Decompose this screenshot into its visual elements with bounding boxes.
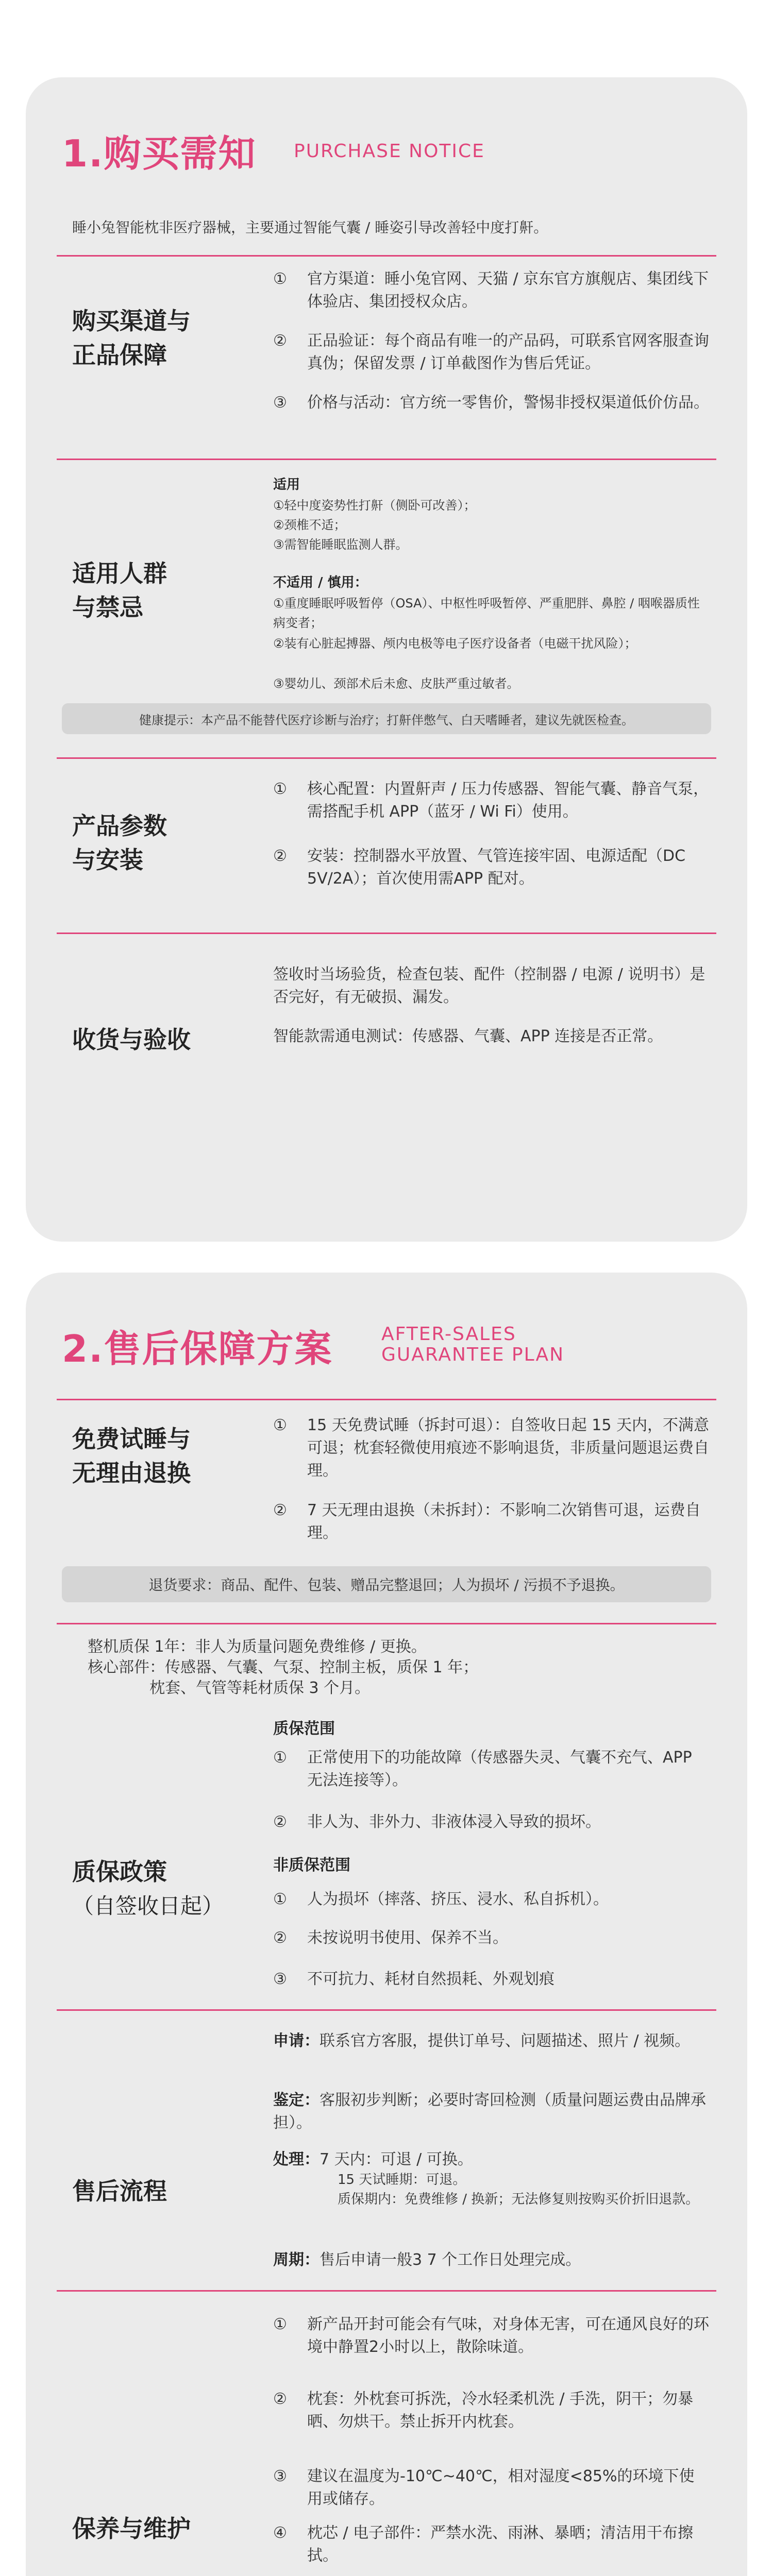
section-title: 2.售后保障方案 bbox=[62, 1327, 333, 1370]
params-label: 产品参数 与安装 bbox=[72, 812, 167, 874]
divider bbox=[57, 255, 716, 257]
return-notice: 退货要求：商品、配件、包装、赠品完整退回；人为损坏 / 污损不予退换。 bbox=[62, 1566, 711, 1602]
audience-label: 适用人群 与禁忌 bbox=[72, 560, 167, 621]
flow-step: 处理：7 天内：可退 / 可换。 bbox=[273, 2150, 473, 2168]
section-title-en: GUARANTEE PLAN bbox=[381, 1344, 565, 1365]
unsuitable-item: ①重度睡眠呼吸暂停（OSA）、中枢性呼吸暂停、严重肥胖、鼻腔 / 咽喉器质性病变者； bbox=[273, 596, 700, 630]
warranty-summary: 枕套、气管等耗材质保 3 个月。 bbox=[149, 1679, 371, 1697]
warranty-summary: 整机质保 1年：非人为质量问题免费维修 / 更换。 bbox=[88, 1638, 427, 1656]
warranty-out-title: 非质保范围 bbox=[273, 1856, 350, 1874]
section-title: 1.购买需知 bbox=[62, 132, 257, 175]
flow-step: 鉴定：客服初步判断；必要时寄回检测（质量问题运费由品牌承担）。 bbox=[273, 2091, 706, 2132]
flow-label: 售后流程 bbox=[72, 2177, 167, 2205]
divider bbox=[57, 1399, 716, 1400]
divider bbox=[57, 2290, 716, 2292]
inspection-text: 智能款需通电测试：传感器、气囊、APP 连接是否正常。 bbox=[273, 1027, 663, 1045]
unsuitable-title: 不适用 / 慎用： bbox=[273, 575, 368, 590]
divider bbox=[57, 933, 716, 934]
suitable-item: ②颈椎不适； bbox=[273, 518, 346, 532]
section-title-en: PURCHASE NOTICE bbox=[294, 141, 485, 162]
flow-step-detail: 质保期内：免费维修 / 换新；无法修复则按购买价折旧退款。 bbox=[338, 2192, 699, 2207]
divider bbox=[57, 459, 716, 460]
intro-text: 睡小兔智能枕非医疗器械，主要通过智能气囊 / 睡姿引导改善轻中度打鼾。 bbox=[72, 219, 548, 236]
warranty-summary: 核心部件：传感器、气囊、气泵、控制主板，质保 1 年； bbox=[88, 1658, 479, 1676]
care-label: 保养与维护 bbox=[72, 2515, 191, 2543]
purchase-notice-card: 1.购买需知 PURCHASE NOTICE 睡小兔智能枕非医疗器械，主要通过智能气囊 / 睡姿引导改善轻中度打鼾。 购买渠道与 正品保障 ① 官方渠道：睡小兔官网、天猫 / 京东官方旗舰店、集团线下体验店、集团授权众店。 ② 正品验证：每个商品有唯一的产品码，可联系官网客服查询真伪；保留发票 / 订单截图作为售后凭证。 ③ 价格与活动：官方统一零售价，警惕非授权渠道低价仿品。 适用人群 与禁忌 适用 ①轻中度姿势性打鼾（侧卧可改善）； ②颈椎不适； ③需智能睡眠监测人群。 不适用 / 慎用： ①重度睡眠呼吸暂停（OSA）、中枢性呼吸暂停、严重肥胖、鼻腔 / 咽喉器质性病变者； ②装有心脏起搏器、颅内电极等电子医疗设备者（电磁干扰风险）； ③婴幼儿、颈部术后未愈、皮肤严重过敏者。 健康提示：本产品不能替代医疗诊断与治疗；打鼾伴憋气、白天嗜睡者，建议先就医检查。 产品参数 与安装 ① 核心配置：内置鼾声 / 压力传感器、智能气囊、静音气泵，需搭配手机 APP（蓝牙 / Wi Fi）使用。 ② 安装：控制器水平放置、气管连接牢固、电源适配（DC 5V/2A）；首次使用需APP 配对。 收货与验收 签收时当场验货，检查包装、配件（控制器 / 电源 / 说明书）是否完好，有无破损、漏发。 智能款需通电测试：传感器、气囊、APP 连接是否正常。 bbox=[26, 77, 747, 1242]
unsuitable-item: ②装有心脏起搏器、颅内电极等电子医疗设备者（电磁干扰风险）； bbox=[273, 636, 637, 651]
divider bbox=[57, 2009, 716, 2011]
flow-step: 周期：售后申请一般3 7 个工作日处理完成。 bbox=[273, 2251, 581, 2269]
flow-step-detail: 15 天试睡期：可退。 bbox=[338, 2172, 466, 2188]
inspection-text: 签收时当场验货，检查包装、配件（控制器 / 电源 / 说明书）是否完好，有无破损、漏发。 bbox=[273, 965, 705, 1006]
suitable-item: ①轻中度姿势性打鼾（侧卧可改善）； bbox=[273, 498, 476, 513]
section-title-en: AFTER-SALES bbox=[381, 1324, 516, 1345]
divider bbox=[57, 757, 716, 759]
warranty-sublabel: （自签收日起） bbox=[72, 1893, 224, 1919]
suitable-item: ③需智能睡眠监测人群。 bbox=[273, 537, 408, 552]
warranty-label: 质保政策 bbox=[72, 1858, 167, 1886]
suitable-title: 适用 bbox=[273, 477, 300, 493]
flow-step: 申请：联系官方客服，提供订单号、问题描述、照片 / 视频。 bbox=[273, 2032, 691, 2050]
health-notice: 健康提示：本产品不能替代医疗诊断与治疗；打鼾伴憋气、白天嗜睡者，建议先就医检查。 bbox=[62, 703, 711, 734]
warranty-in-title: 质保范围 bbox=[273, 1720, 335, 1738]
trial-label: 免费试睡与 无理由退换 bbox=[72, 1425, 191, 1487]
inspection-label: 收货与验收 bbox=[72, 1026, 191, 1054]
divider bbox=[57, 1623, 716, 1624]
unsuitable-item: ③婴幼儿、颈部术后未愈、皮肤严重过敏者。 bbox=[273, 676, 519, 691]
aftersales-card: 2.售后保障方案 AFTER-SALES GUARANTEE PLAN 免费试睡与 无理由退换 ① 15 天免费试睡（拆封可退）：自签收日起 15 天内，不满意可退；枕套轻微使用痕迹不影响退货，非质量问题退运费自理。 ② 7 天无理由退换（未拆封）：不影响二次销售可退，运费自理。 退货要求：商品、配件、包装、赠品完整退回；人为损坏 / 污损不予退换。 整机质保 1年：非人为质量问题免费维修 / 更换。 核心部件：传感器、气囊、气泵、控制主板，质保 1 年； 枕套、气管等耗材质保 3 个月。 质保政策 （自签收日起） 质保范围 ① 正常使用下的功能故障（传感器失灵、气囊不充气、APP 无法连接等）。 ② 非人为、非外力、非液体浸入导致的损坏。 非质保范围 ① 人为损坏（摔落、挤压、浸水、私自拆机）。 ② 未按说明书使用、保养不当。 ③ 不可抗力、耗材自然损耗、外观划痕 售后流程 申请：联系官方客服，提供订单号、问题描述、照片 / 视频。 鉴定：客服初步判断；必要时寄回检测（质量问题运费由品牌承担）。 处理：7 天内：可退 / 可换。 15 天试睡期：可退。 质保期内：免费维修 / 换新；无法修复则按购买价折旧退款。 周期：售后申请一般3 7 个工作日处理完成。 保养与维护 ① 新产品开封可能会有气味，对身体无害，可在通风良好的环境中静置2小时以上，散除味道。 ② 枕套：外枕套可拆洗，冷水轻柔机洗 / 手洗，阴干；勿暴晒、勿烘干。禁止拆开内枕套。 ③ 建议在温度为-10℃~40℃，相对湿度<85%的环境下使用或储存。 ④ 枕芯 / 电子部件：严禁水洗、雨淋、暴晒；清洁用干布擦拭。 bbox=[26, 1273, 747, 2576]
channels-label: 购买渠道与 正品保障 bbox=[72, 307, 191, 369]
